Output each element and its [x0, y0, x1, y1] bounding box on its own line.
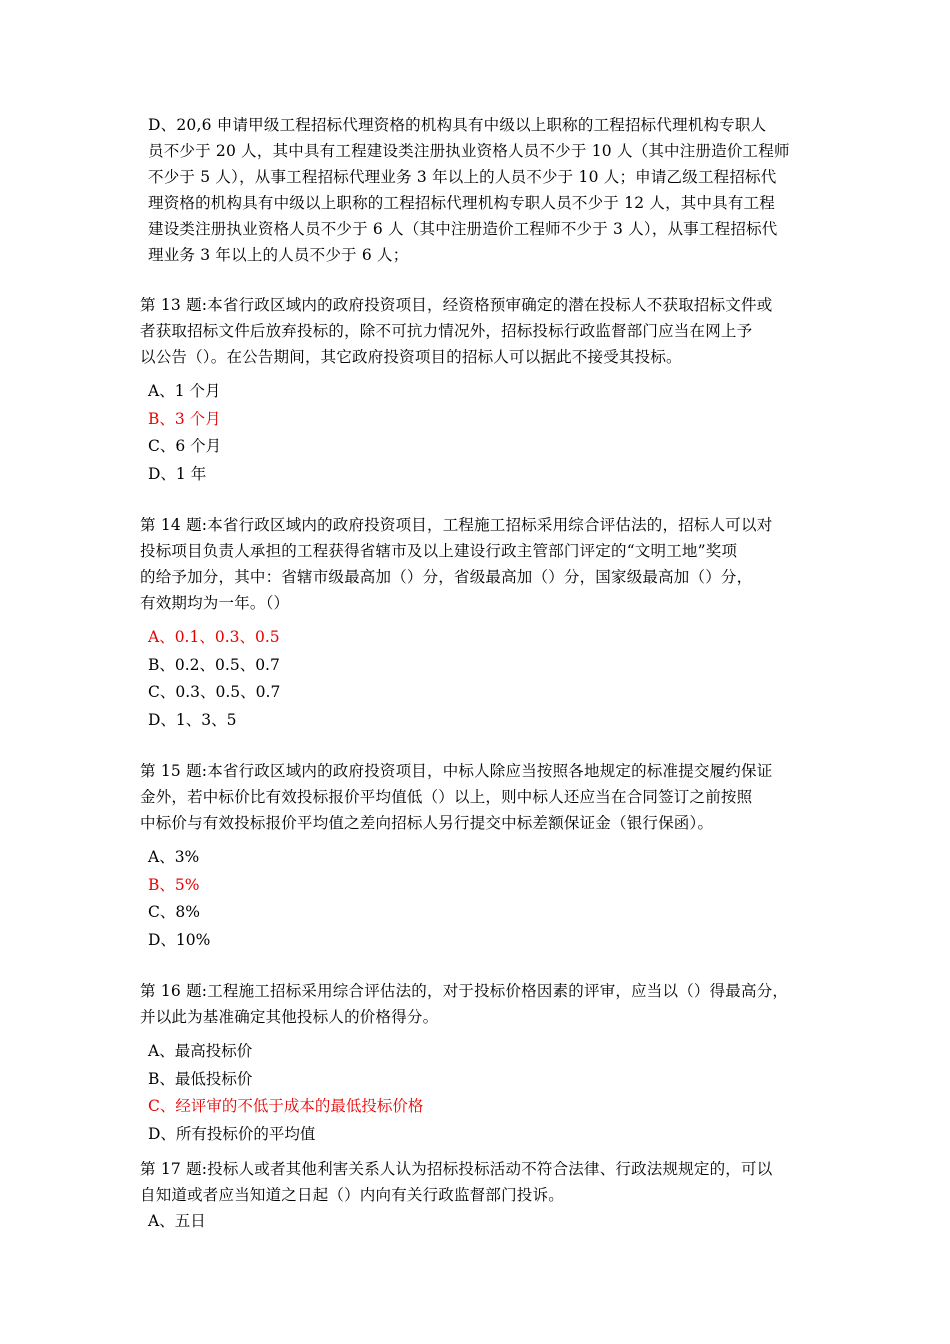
- text-line: 第 16 题:工程施工招标采用综合评估法的，对于投标价格因素的评审，应当以（）得最高分，: [140, 982, 789, 1000]
- question-text: [140, 1156, 830, 1208]
- text-line: D、20,6 申请甲级工程招标代理资格的机构具有中级以上职称的工程招标代理机构专职人: [148, 116, 767, 134]
- question-text: [140, 292, 830, 370]
- text-line: 第 14 题:本省行政区域内的政府投资项目，工程施工招标采用综合评估法的，招标人可以对: [140, 516, 773, 534]
- text-line: 第 17 题:投标人或者其他利害关系人认为招标投标活动不符合法律、行政法规规定的，可以: [140, 1160, 773, 1178]
- option-a-correct-answer: A、0.1、0.3、0.5: [148, 628, 280, 646]
- question-text: [140, 512, 830, 616]
- option-d: D、1、3、5: [148, 710, 237, 729]
- question-text: [140, 758, 830, 836]
- option-d: D、10%: [148, 930, 211, 949]
- text-line: 投标项目负责人承担的工程获得省辖市及以上建设行政主管部门评定的“文明工地”奖项: [140, 542, 738, 560]
- option-c: C、8%: [148, 903, 200, 921]
- text-line: 有效期均为一年。（）: [140, 594, 290, 612]
- option-a: A、3%: [148, 848, 200, 866]
- option-b-correct-answer: B、5%: [148, 875, 200, 894]
- previous-question-continuation: [140, 112, 830, 268]
- question-15: [140, 758, 830, 954]
- option-b-correct-answer: B、3 个月: [148, 409, 221, 428]
- question-17: [140, 1156, 830, 1236]
- option-d: D、1 年: [148, 464, 207, 483]
- text-line: 并以此为基准确定其他投标人的价格得分。: [140, 1008, 439, 1026]
- text-line: 理资格的机构具有中级以上职称的工程招标代理机构专职人员不少于 12 人，其中具有工程: [148, 194, 775, 212]
- document-page: [140, 112, 830, 1236]
- text-line: 员不少于 20 人，其中具有工程建设类注册执业资格人员不少于 10 人（其中注册造价工程师: [148, 142, 790, 160]
- option-b: B、最低投标价: [148, 1069, 253, 1088]
- option-c-correct-answer: C、经评审的不低于成本的最低投标价格: [148, 1097, 424, 1115]
- option-b: B、0.2、0.5、0.7: [148, 655, 280, 674]
- text-line: 以公告（）。在公告期间，其它政府投资项目的招标人可以据此不接受其投标。: [140, 348, 682, 366]
- text-line: 第 15 题:本省行政区域内的政府投资项目，中标人除应当按照各地规定的标准提交履约保证: [140, 762, 773, 780]
- option-c: C、0.3、0.5、0.7: [148, 683, 281, 701]
- option-a: A、最高投标价: [148, 1042, 253, 1060]
- text-line: 金外，若中标价比有效投标报价平均值低（）以上，则中标人还应当在合同签订之前按照: [140, 788, 753, 806]
- option-d: D、所有投标价的平均值: [148, 1124, 316, 1143]
- text-line: 不少于 5 人），从事工程招标代理业务 3 年以上的人员不少于 10 人；申请乙级工程招标代: [148, 168, 777, 186]
- option-c: C、6 个月: [148, 437, 222, 455]
- text-line: 中标价与有效投标报价平均值之差向招标人另行提交中标差额保证金（银行保函）。: [140, 814, 714, 832]
- question-text: [140, 978, 830, 1030]
- question-14: [140, 512, 830, 734]
- question-13: [140, 292, 830, 488]
- text-line: 者获取招标文件后放弃投标的，除不可抗力情况外，招标投标行政监督部门应当在网上予: [140, 322, 753, 340]
- text-line: 理业务 3 年以上的人员不少于 6 人；: [148, 246, 409, 264]
- text-line: 自知道或者应当知道之日起（）内向有关行政监督部门投诉。: [140, 1186, 564, 1204]
- question-16: [140, 978, 830, 1148]
- text-line: 第 13 题:本省行政区域内的政府投资项目，经资格预审确定的潜在投标人不获取招标文件或: [140, 296, 773, 314]
- option-a: A、五日: [148, 1212, 206, 1230]
- text-line: 的给予加分，其中：省辖市级最高加（）分，省级最高加（）分，国家级最高加（）分，: [140, 568, 753, 586]
- text-line: 建设类注册执业资格人员不少于 6 人（其中注册造价工程师不少于 3 人），从事工程招标代: [148, 220, 778, 238]
- option-a: A、1 个月: [148, 382, 221, 400]
